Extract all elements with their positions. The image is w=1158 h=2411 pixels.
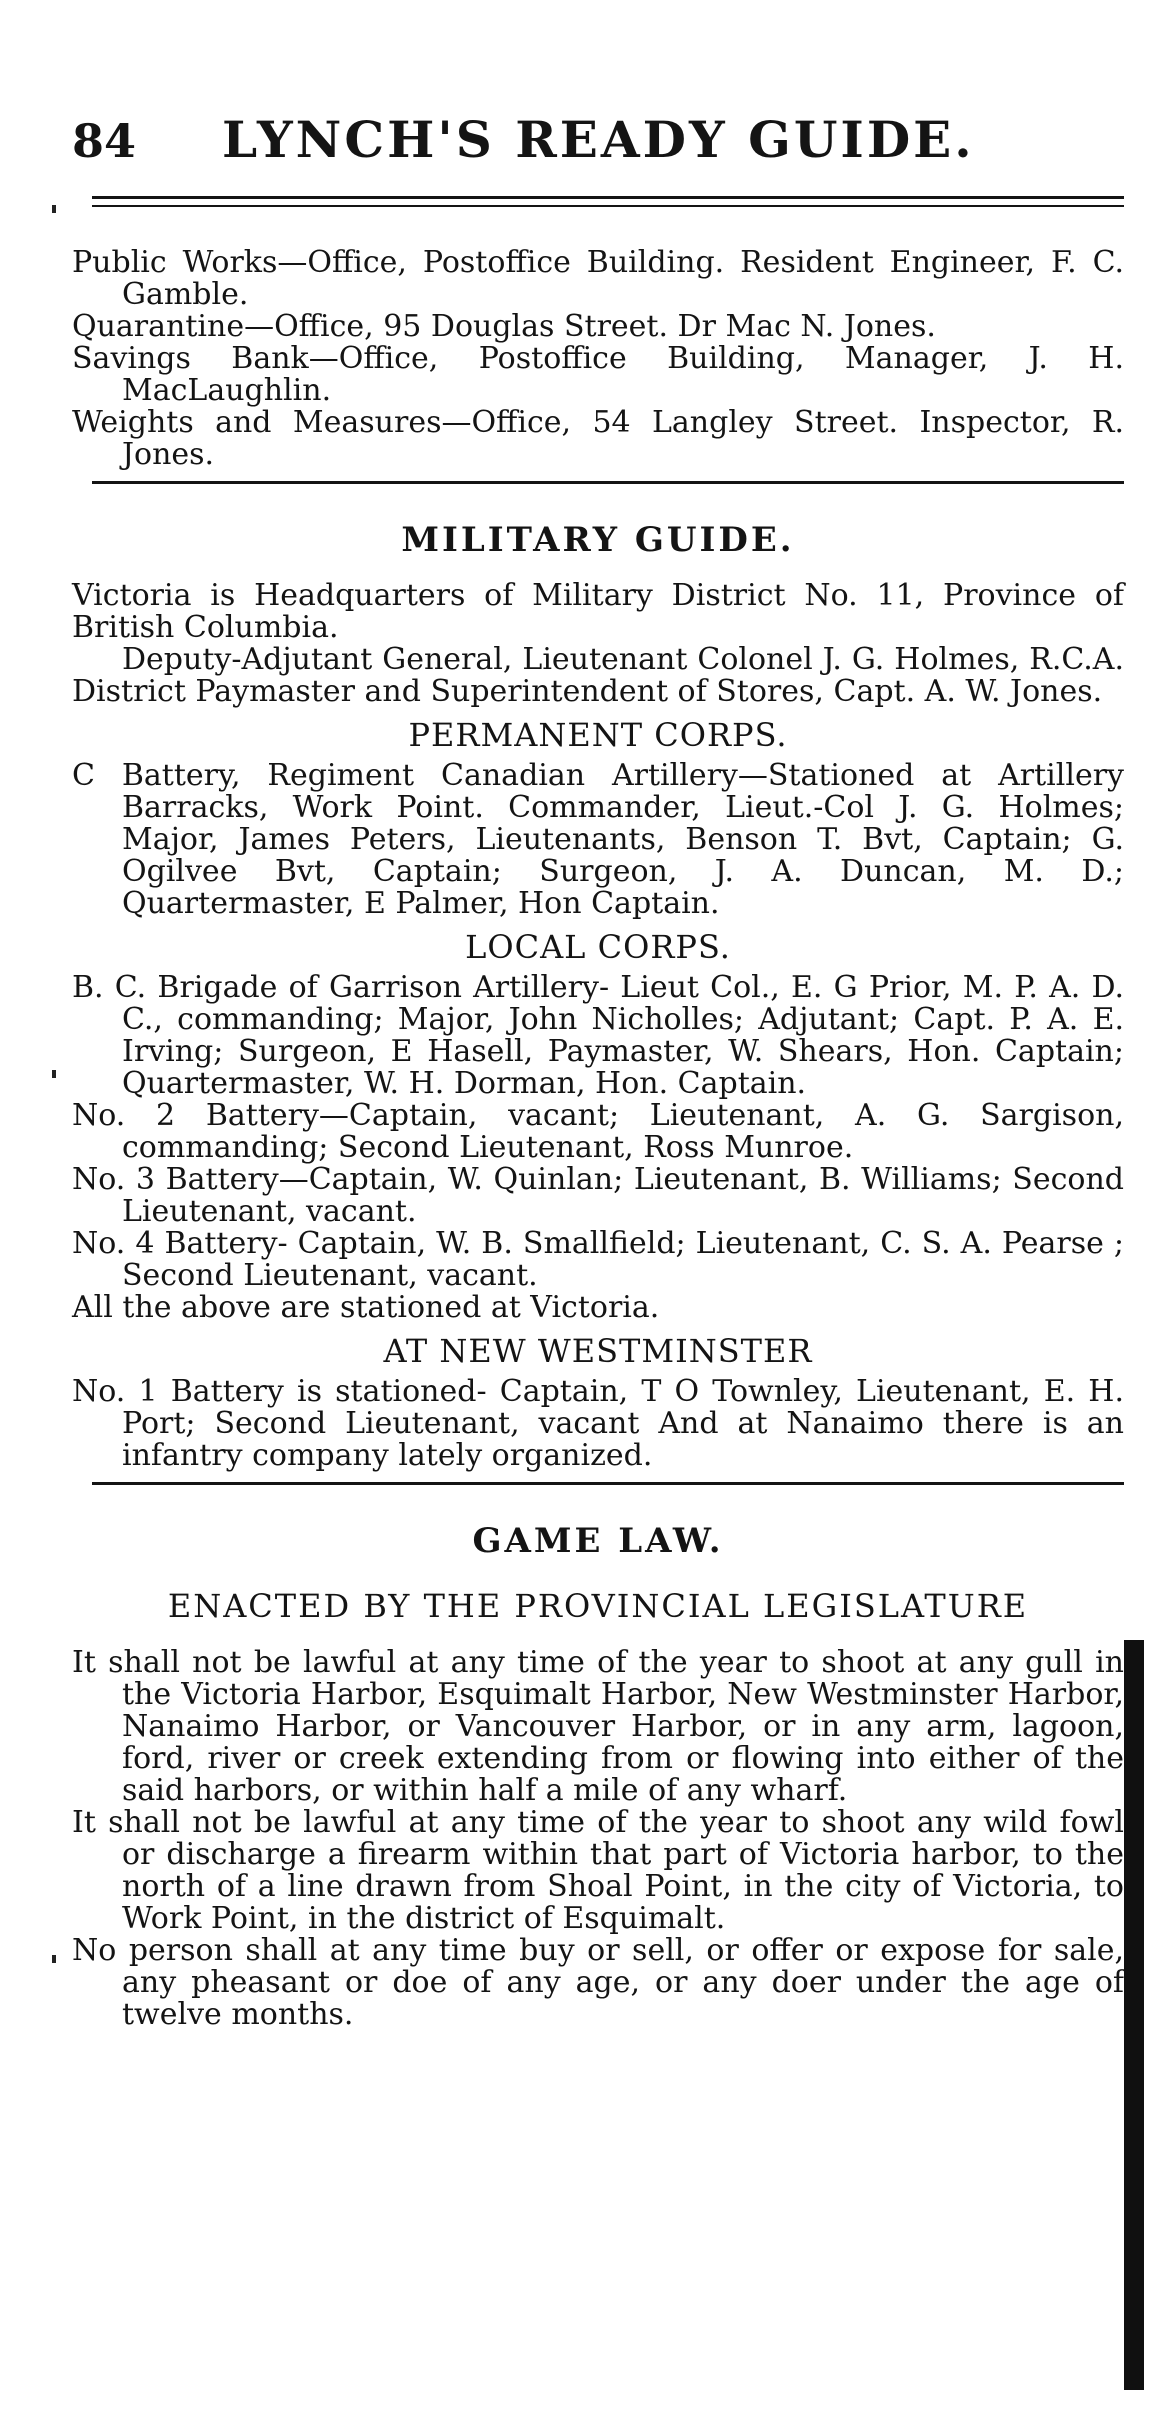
military-guide-heading: MILITARY GUIDE.: [401, 520, 795, 560]
margin-speck: [52, 1070, 56, 1078]
local-corps-entry: No. 3 Battery—Captain, W. Quinlan; Lieutenant, B. Williams; Second Lieutenant, vacant.: [72, 1162, 1124, 1229]
public-office-entry: Quarantine—Office, 95 Douglas Street. Dr Mac N. Jones.: [72, 309, 936, 344]
public-office-entry: Public Works—Office, Postoffice Building. Resident Engineer, F. C. Gamble.: [72, 245, 1124, 312]
public-offices-list: [72, 247, 1124, 471]
new-westminster-heading: AT NEW WESTMINSTER: [383, 1332, 813, 1370]
local-corps-entry: B. C. Brigade of Garrison Artillery- Lieut Col., E. G Prior, M. P. A. D. C., commanding; Major, John Nicholles; Adjutant; Capt. P. A. E. Irving; Surgeon, E Hasell, Paymaster, W. Shears, Hon. Captain; Quartermaster, W. H. Dorman, Hon. Captain.: [72, 970, 1124, 1101]
local-corps-entry: No. 4 Battery- Captain, W. B. Smallfield; Lieutenant, C. S. A. Pearse ; Second Lieutenant, vacant.: [72, 1226, 1124, 1293]
margin-speck: [52, 205, 56, 213]
new-westminster-entry: No. 1 Battery is stationed- Captain, T O Townley, Lieutenant, E. H. Port; Second Lieutenant, vacant And at Nanaimo there is an infantry company lately organized.: [72, 1374, 1124, 1473]
military-intro-paragraph: Victoria is Headquarters of Military District No. 11, Province of British Columbia.: [72, 578, 1124, 645]
margin-speck: [52, 1955, 56, 1963]
public-office-entry: Weights and Measures—Office, 54 Langley Street. Inspector, R. Jones.: [72, 405, 1124, 472]
game-law-entry: It shall not be lawful at any time of the year to shoot at any gull in the Victoria Harbor, Esquimalt Harbor, New Westminster Harbor, Nanaimo Harbor, or Vancouver Harbor, or in any arm, lagoon, ford, river or creek extending from or flowing into either of the said harbors, or within half a mile of any wharf.: [72, 1645, 1124, 1808]
military-guide-section: [72, 520, 1124, 1472]
page-edge-shadow: [1124, 1640, 1144, 2390]
game-law-heading: GAME LAW.: [472, 1521, 724, 1561]
game-law-section: [72, 1521, 1124, 2031]
local-corps-entry: All the above are stationed at Victoria.: [72, 1290, 660, 1325]
section-divider: [92, 481, 1124, 484]
permanent-corps-entry: C Battery, Regiment Canadian Artillery—Stationed at Artillery Barracks, Work Point. Commander, Lieut.-Col J. G. Holmes; Major, James Peters, Lieutenants, Benson T. Bvt, Captain; G. Ogilvee Bvt, Captain; Surgeon, J. A. Duncan, M. D.; Quartermaster, E Palmer, Hon Captain.: [72, 758, 1124, 921]
game-law-entry: It shall not be lawful at any time of the year to shoot any wild fowl or discharge a firearm within that part of Victoria harbor, to the north of a line drawn from Shoal Point, in the city of Victoria, to Work Point, in the district of Esquimalt.: [72, 1805, 1124, 1936]
page-number: 84: [72, 114, 137, 168]
permanent-corps-heading: PERMANENT CORPS.: [408, 716, 788, 754]
running-title: LYNCH'S READY GUIDE.: [222, 110, 975, 169]
local-corps-entry: No. 2 Battery—Captain, vacant; Lieutenant, A. G. Sargison, commanding; Second Lieutenant, Ross Munroe.: [72, 1098, 1124, 1165]
game-law-subheading: ENACTED BY THE PROVINCIAL LEGISLATURE: [167, 1587, 1029, 1625]
page-header: [72, 110, 1124, 196]
section-divider: [92, 1482, 1124, 1485]
public-office-entry: Savings Bank—Office, Postoffice Building, Manager, J. H. MacLaughlin.: [72, 341, 1124, 408]
header-rule: [92, 196, 1124, 207]
game-law-entry: No person shall at any time buy or sell, or offer or expose for sale, any pheasant or doe of any age, or any doer under the age of twelve months.: [72, 1933, 1124, 2032]
local-corps-heading: LOCAL CORPS.: [465, 928, 731, 966]
military-intro-paragraph: Deputy-Adjutant General, Lieutenant Colonel J. G. Holmes, R.C.A. District Paymaster and Superintendent of Stores, Capt. A. W. Jones.: [72, 642, 1124, 709]
